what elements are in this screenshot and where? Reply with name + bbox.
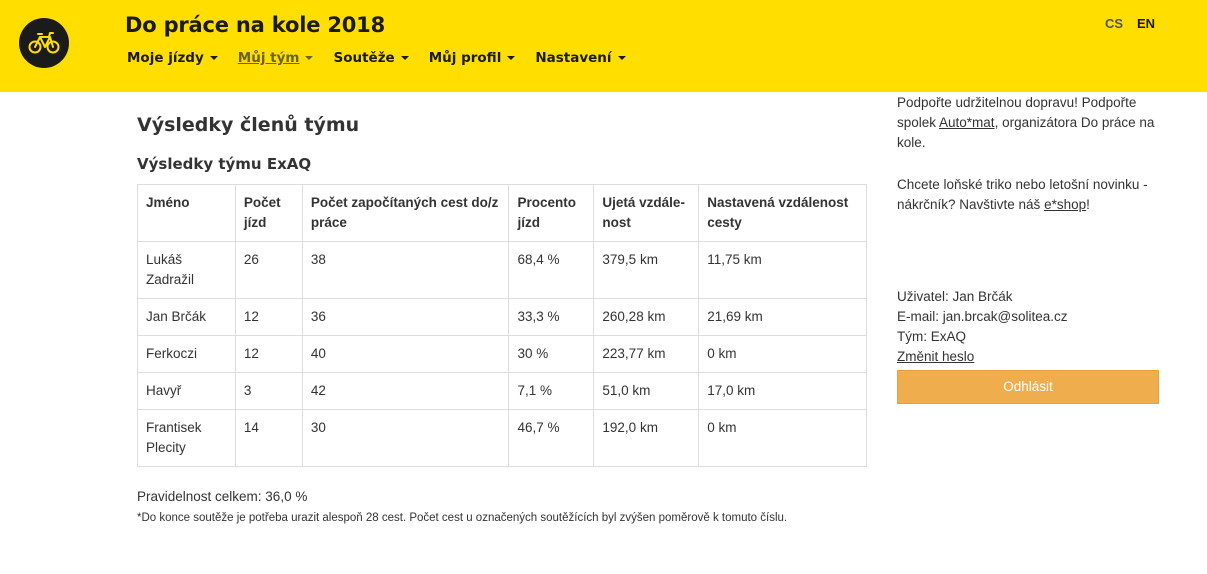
- nav-nastaveni[interactable]: [535, 50, 625, 66]
- main-nav: [127, 50, 646, 66]
- table-cell: 12: [235, 299, 302, 336]
- table-row: [138, 410, 867, 467]
- table-cell: Jan Brčák: [138, 299, 236, 336]
- table-cell: 223,77 km: [594, 336, 699, 373]
- table-cell: 7,1 %: [509, 373, 594, 410]
- table-cell: Lukáš Zadražil: [138, 242, 236, 299]
- user-name: Uživatel: Jan Brčák: [897, 289, 1013, 304]
- table-cell: 68,4 %: [509, 242, 594, 299]
- table-cell: 42: [302, 373, 509, 410]
- column-header: Počet započítaných cest do/z práce: [302, 185, 509, 242]
- footnote: *Do konce soutěže je potřeba urazit alespoň 28 cest. Počet cest u označených soutěžících byl zvýšen poměrově k tomuto číslu.: [137, 512, 788, 524]
- table-cell: 51,0 km: [594, 373, 699, 410]
- table-row: [138, 299, 867, 336]
- table-cell: 36: [302, 299, 509, 336]
- table-cell: Ferkoczi: [138, 336, 236, 373]
- user-team: Tým: ExAQ: [897, 329, 967, 344]
- shop-text-before: Chcete loňské triko nebo letošní novinku - nákrčník? Navštivte náš: [897, 177, 1148, 212]
- column-header: Nastavená vzdálenost cesty: [699, 185, 867, 242]
- table-cell: 260,28 km: [594, 299, 699, 336]
- table-row: [138, 242, 867, 299]
- table-cell: 192,0 km: [594, 410, 699, 467]
- table-cell: 0 km: [699, 336, 867, 373]
- team-results-title: Výsledky týmu ExAQ: [137, 155, 312, 173]
- lang-en-link[interactable]: EN: [1137, 16, 1156, 31]
- table-cell: 46,7 %: [509, 410, 594, 467]
- promo-text-after: , organizátora Do práce na kole.: [897, 115, 1155, 150]
- column-header: Jméno: [138, 185, 236, 242]
- table-cell: 30: [302, 410, 509, 467]
- user-email: E-mail: jan.brcak@solitea.cz: [897, 309, 1068, 324]
- table-cell: Frantisek Plecity: [138, 410, 236, 467]
- nav-souteze[interactable]: [333, 50, 408, 66]
- table-cell: 26: [235, 242, 302, 299]
- table-row: [138, 336, 867, 373]
- page-title: Výsledky členů týmu: [137, 114, 360, 136]
- nav-label: Moje jízdy: [127, 50, 204, 66]
- column-header: Ujetá vzdále-nost: [594, 185, 699, 242]
- team-results-table: [137, 184, 867, 467]
- eshop-link[interactable]: e*shop: [1044, 197, 1087, 212]
- table-cell: Havyř: [138, 373, 236, 410]
- table-cell: 40: [302, 336, 509, 373]
- logout-button[interactable]: Odhlásit: [897, 370, 1159, 404]
- nav-moje-jizdy[interactable]: [127, 50, 218, 66]
- nav-label: Můj tým: [237, 50, 300, 66]
- table-cell: 33,3 %: [509, 299, 594, 336]
- caret-down-icon: [618, 56, 626, 60]
- table-cell: 379,5 km: [594, 242, 699, 299]
- table-cell: 38: [302, 242, 509, 299]
- site-title[interactable]: Do práce na kole 2018: [125, 13, 385, 37]
- logo[interactable]: [19, 18, 69, 68]
- caret-down-icon: [401, 56, 409, 60]
- automat-link[interactable]: Auto*mat: [939, 115, 995, 130]
- change-password-link[interactable]: Změnit heslo: [897, 349, 975, 364]
- promo-text: [897, 93, 1159, 153]
- table-header-row: [138, 185, 867, 242]
- table-cell: 3: [235, 373, 302, 410]
- nav-muj-profil[interactable]: [429, 50, 516, 66]
- nav-label: Soutěže: [333, 50, 395, 66]
- table-cell: 30 %: [509, 336, 594, 373]
- column-header: Procento jízd: [509, 185, 594, 242]
- table-cell: 12: [235, 336, 302, 373]
- shop-text-after: !: [1086, 197, 1090, 212]
- table-cell: 0 km: [699, 410, 867, 467]
- table-cell: 21,69 km: [699, 299, 867, 336]
- bicycle-icon: [28, 31, 60, 55]
- promo-text-before: Podpořte udržitelnou dopravu! Podpořte spolek: [897, 95, 1137, 130]
- user-info: [897, 287, 1159, 367]
- nav-muj-tym[interactable]: [238, 50, 314, 66]
- regularity-summary: Pravidelnost celkem: 36,0 %: [137, 489, 308, 504]
- site-header: [0, 0, 1207, 92]
- table-cell: 17,0 km: [699, 373, 867, 410]
- nav-label: Nastavení: [535, 50, 612, 66]
- table-row: [138, 373, 867, 410]
- table-cell: 14: [235, 410, 302, 467]
- caret-down-icon: [305, 56, 313, 60]
- lang-cs-link[interactable]: CS: [1105, 16, 1124, 31]
- column-header: Počet jízd: [235, 185, 302, 242]
- caret-down-icon: [507, 56, 515, 60]
- caret-down-icon: [210, 56, 218, 60]
- shop-text: [897, 175, 1159, 215]
- table-cell: 11,75 km: [699, 242, 867, 299]
- nav-label: Můj profil: [428, 50, 502, 66]
